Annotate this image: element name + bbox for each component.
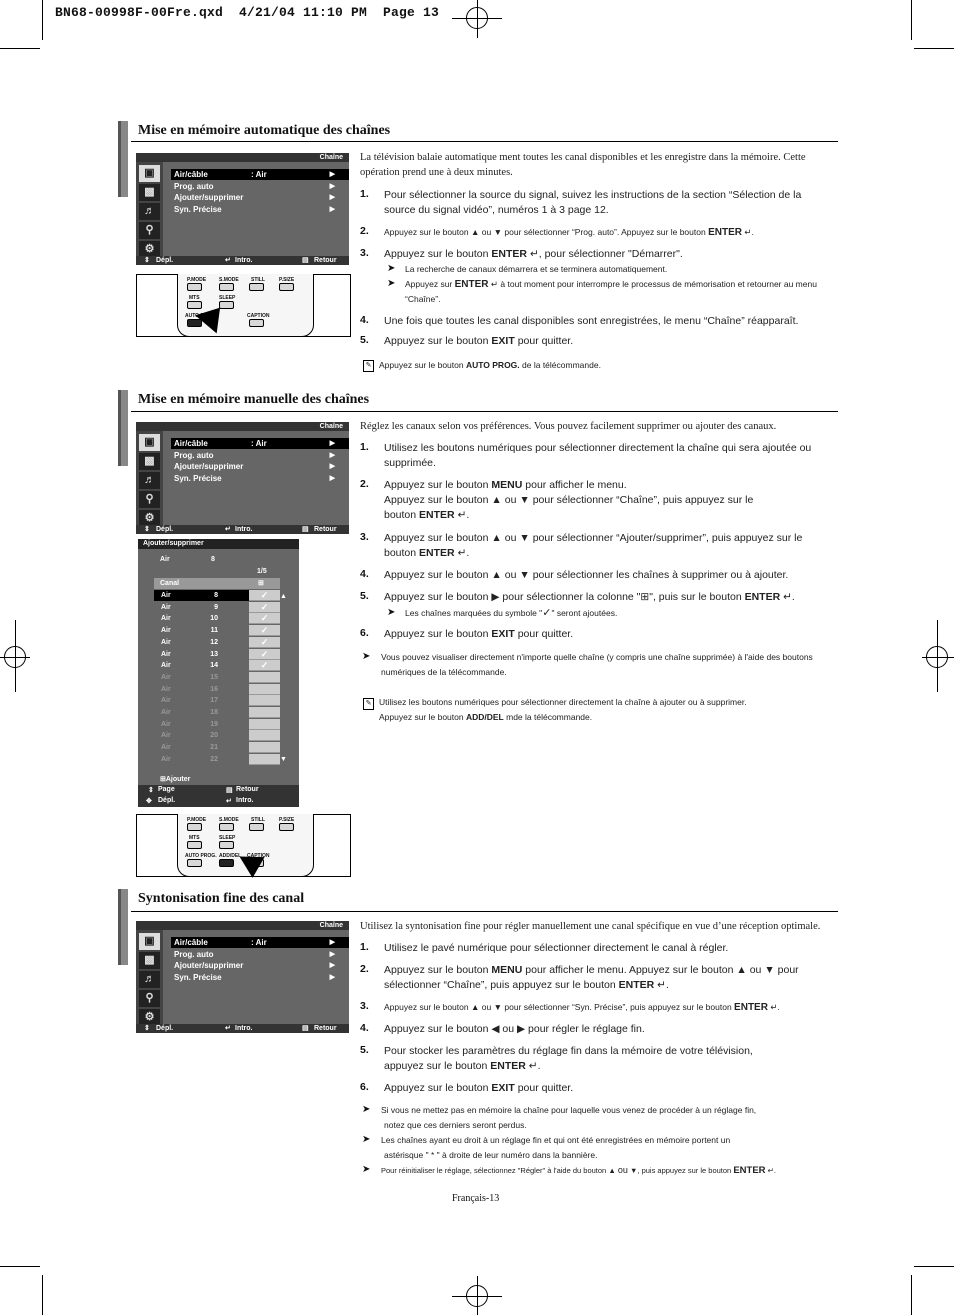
empty-checkbox[interactable] — [249, 707, 280, 718]
empty-checkbox[interactable] — [249, 695, 280, 706]
checkmark-icon[interactable]: ✓ — [249, 649, 280, 660]
chevron-right-icon: ▶ — [329, 452, 335, 459]
menu-item-fine-tune[interactable]: Syn. Précise ▶ — [174, 973, 335, 982]
sound-icon: ♬ — [139, 971, 160, 988]
setup-icon: ⚙ — [139, 510, 160, 527]
enter-icon: ↵ — [457, 509, 467, 521]
down-arrow-icon: ▼ — [519, 494, 530, 506]
step-number: 1. — [360, 941, 369, 953]
step-number: 2. — [360, 225, 369, 237]
channel-list-panel: Ajouter/supprimer Air 8 1/5 Canal ⊞ Air 8 ✓ Air 9 ✓ Air 10 ✓ Air 11 ✓ Air 12 ✓ Air 13 ✓ Air 14 ✓ Air 15 Air 16 Air 17 Air 18 Air 19 Air 20 Air 21 Air 22 ▲ ▼ ⊞Ajouter ⇕ Page ▤ Retour ✥ Dépl. ↵ Intro. — [138, 539, 299, 807]
step-number: 2. — [360, 478, 369, 490]
tip-icon: ✎ — [363, 698, 374, 710]
note-arrow-icon: ➤ — [362, 651, 371, 662]
note-arrow-icon: ➤ — [362, 1164, 371, 1175]
table-row[interactable]: Air 18 — [161, 709, 218, 716]
tip-text: Appuyez sur le bouton AUTO PROG. de la télécommande. — [379, 360, 601, 370]
down-arrow-icon: ▼ — [764, 964, 775, 976]
table-row[interactable]: Air 17 — [161, 697, 218, 705]
empty-checkbox[interactable] — [249, 719, 280, 730]
up-arrow-icon: ▲ — [736, 964, 747, 976]
step-number: 3. — [360, 531, 369, 543]
checkmark-icon: ✓ — [542, 607, 552, 619]
note-text: Vous pouvez visualiser directement n'importe quelle chaîne (y compris une chaîne supprimée) à l'aide des boutons numériques de la télécommande. — [381, 652, 813, 677]
step-text: Appuyez sur le bouton ◀ ou ▶ pour régler le réglage fin. — [384, 1023, 645, 1035]
section-rule — [131, 141, 838, 142]
down-arrow-icon: ▼ — [519, 532, 530, 544]
checkmark-icon[interactable]: ✓ — [249, 637, 280, 648]
up-arrow-icon: ▲ — [608, 1166, 616, 1175]
tv-icon: ▣ — [139, 165, 160, 182]
add-symbol-icon: ⊞ — [258, 580, 264, 587]
updown-icon: ⇕ — [144, 526, 150, 533]
menu-item-air-cable[interactable]: Air/câble : Air ▶ — [171, 169, 349, 180]
menu-icon: ▤ — [226, 787, 233, 794]
step-number: 5. — [360, 590, 369, 602]
tv-icon: ▣ — [139, 933, 160, 950]
empty-checkbox[interactable] — [249, 754, 280, 765]
menu-caption: Chaîne — [136, 422, 349, 431]
panel-footer: ⇕ Page ▤ Retour ✥ Dépl. ↵ Intro. — [138, 785, 299, 807]
checkmark-icon[interactable]: ✓ — [249, 613, 280, 624]
note-text: Pour réinitialiser le réglage, sélectionnez "Régler" à l'aide du bouton ▲ ou ▼, puis appuyez sur le bouton ENTER ↵. — [381, 1165, 776, 1176]
table-row[interactable]: Air 22 — [161, 755, 218, 763]
antenna-icon: ⚲ — [139, 491, 160, 508]
note-text: La recherche de canaux démarrera et se terminera automatiquement. — [405, 264, 668, 274]
checkmark-icon[interactable]: ✓ — [249, 602, 280, 613]
updown-icon: ⇕ — [144, 257, 150, 264]
tv-menu-channel — [136, 921, 349, 1033]
up-arrow-icon: ▲ — [470, 1002, 480, 1012]
step-text: Utilisez le pavé numérique pour sélectionner directement le canal à régler. — [384, 942, 729, 954]
note-text: Si vous ne mettez pas en mémoire la chaîne pour laquelle vous venez de procéder à un réglage fin, notez que ces derniers seront perdus. — [381, 1105, 757, 1130]
crop-mark — [914, 1266, 954, 1267]
section-bar — [118, 390, 128, 466]
right-arrow-icon: ▶ — [517, 1023, 526, 1035]
step-text: Appuyez sur le bouton ENTER ↵, pour sélectionner "Démarrer". — [384, 248, 683, 260]
enter-icon: ↵ — [529, 248, 539, 260]
step-text: Appuyez sur le bouton ▲ ou ▼ pour sélectionner “Syn. Précise”, puis appuyez sur le bouton ENTER ↵. — [384, 1002, 780, 1013]
chevron-right-icon: ▶ — [329, 962, 335, 969]
section-rule — [131, 911, 838, 912]
step-text: Appuyez sur le bouton ▶ pour sélectionner la colonne "⊞", puis sur le bouton ENTER ↵. — [384, 591, 795, 603]
step-text: Appuyez sur le bouton EXIT pour quitter. — [384, 628, 574, 640]
step-text: Pour stocker les paramètres du réglage fin dans la mémoire de votre télévision, appuyez sur le bouton ENTER ↵. — [384, 1045, 753, 1072]
tv-menu-channel — [136, 153, 349, 265]
step-number: 1. — [360, 441, 369, 453]
step-number: 2. — [360, 963, 369, 975]
step-text: Utilisez les boutons numériques pour sélectionner directement la chaîne qui sera ajoutée ou supprimée. — [384, 442, 812, 469]
chevron-right-icon: ▶ — [329, 440, 335, 447]
crop-mark — [0, 48, 40, 49]
left-arrow-icon: ◀ — [491, 1023, 500, 1035]
enter-icon: ↵ — [528, 1060, 538, 1072]
chevron-right-icon: ▶ — [329, 206, 335, 213]
antenna-icon: ⚲ — [139, 222, 160, 239]
enter-icon: ↵ — [225, 257, 231, 264]
table-row[interactable]: Air 20 — [161, 732, 218, 740]
up-arrow-icon: ▲ — [491, 494, 502, 506]
sound-icon: ♬ — [139, 472, 160, 489]
section-title: Syntonisation fine des canal — [138, 891, 305, 906]
updown-icon: ⇕ — [144, 1025, 150, 1032]
table-row[interactable]: Air 16 — [161, 685, 218, 693]
step-number: 1. — [360, 188, 369, 200]
empty-checkbox[interactable] — [249, 730, 280, 741]
chevron-right-icon: ▶ — [329, 475, 335, 482]
menu-footer: ⇕ Dépl. ↵ Intro. ▤ Retour — [136, 1024, 349, 1033]
chevron-right-icon: ▶ — [329, 951, 335, 958]
chevron-right-icon: ▶ — [329, 194, 335, 201]
step-text: Appuyez sur le bouton ▲ ou ▼ pour sélectionner “Prog. auto”. Appuyez sur le bouton ENTER ↵. — [384, 227, 754, 238]
setup-icon: ⚙ — [139, 241, 160, 258]
chevron-right-icon: ▶ — [329, 939, 335, 946]
panel-caption: Ajouter/supprimer — [138, 539, 299, 549]
tv-icon: ▣ — [139, 434, 160, 451]
table-row[interactable]: Air 14 — [161, 662, 218, 670]
enter-icon: ↵ — [225, 1025, 231, 1032]
crop-mark — [911, 1275, 912, 1315]
crop-mark — [0, 1266, 40, 1267]
note-arrow-icon: ➤ — [387, 278, 396, 289]
print-header: BN68-00998F-00Fre.qxd 4/21/04 11:10 PM Page 13 — [55, 5, 440, 20]
note-text: Les chaînes ayant eu droit à un réglage fin et qui ont été enregistrées en mémoire portent un astérisque " * " à droite de leur numéro dans la bannière. — [381, 1135, 731, 1160]
tv-menu-channel — [136, 422, 349, 534]
remote-illustration: P.MODE S.MODE STILL P.SIZE MTS SLEEP AUTO PROG. CAPTION — [136, 274, 351, 337]
checkmark-icon[interactable]: ✓ — [249, 625, 280, 636]
menu-item-air-cable[interactable]: Air/câble : Air ▶ — [171, 438, 349, 449]
note-text: Les chaînes marquées du symbole "✓" seront ajoutées. — [405, 607, 618, 619]
column-header: Canal ⊞ — [154, 578, 280, 589]
enter-icon: ↵ — [767, 1166, 774, 1175]
table-row[interactable]: Air 11 — [161, 627, 218, 635]
menu-caption: Chaîne — [136, 921, 349, 930]
section-intro: La télévision balaie automatique ment toutes les canal disponibles et les enregistre dans la mémoire. Cette opération prend une à deux minutes. — [360, 152, 806, 178]
scroll-up-icon[interactable]: ▲ — [280, 593, 287, 600]
checkmark-icon[interactable]: ✓ — [249, 590, 280, 601]
menu-footer: ⇕ Dépl. ↵ Intro. ▤ Retour — [136, 256, 349, 265]
enter-icon: ↵ — [225, 526, 231, 533]
chevron-right-icon: ▶ — [329, 183, 335, 190]
step-number: 3. — [360, 247, 369, 259]
note-text: Appuyez sur ENTER ↵ à tout moment pour interrompre le processus de mémorisation et retourner au menu “Chaîne”. — [405, 279, 817, 304]
menu-item-fine-tune[interactable]: Syn. Précise ▶ — [174, 205, 335, 214]
down-arrow-icon: ▼ — [493, 1002, 503, 1012]
crop-mark — [42, 1275, 43, 1315]
step-text: Appuyez sur le bouton ▲ ou ▼ pour sélectionner les chaînes à supprimer ou à ajouter. — [384, 569, 789, 581]
up-arrow-icon: ▲ — [470, 227, 480, 237]
table-row[interactable]: Air 8 — [154, 590, 249, 601]
up-arrow-icon: ▲ — [491, 569, 502, 581]
down-arrow-icon: ▼ — [629, 1166, 638, 1175]
menu-icon: ▤ — [302, 526, 309, 533]
note-arrow-icon: ➤ — [387, 607, 396, 618]
step-text: Appuyez sur le bouton EXIT pour quitter. — [384, 335, 574, 347]
tip-text: Utilisez les boutons numériques pour sélectionner directement la chaîne à ajouter ou à supprimer. Appuyez sur le bouton ADD/DEL mde la télécommande. — [379, 697, 747, 722]
section-title: Mise en mémoire manuelle des chaînes — [138, 392, 370, 407]
scroll-down-icon[interactable]: ▼ — [280, 756, 287, 763]
right-arrow-icon: ▶ — [491, 591, 500, 603]
add-symbol-icon: ⊞ — [640, 591, 650, 603]
menu-item-prog-auto[interactable]: Prog. auto ▶ — [174, 182, 335, 191]
menu-item-prog-auto[interactable]: Prog. auto ▶ — [174, 950, 335, 959]
menu-item-air-cable[interactable]: Air/câble : Air ▶ — [171, 937, 349, 948]
empty-checkbox[interactable] — [249, 684, 280, 695]
enter-icon: ↵ — [490, 279, 499, 289]
tip-icon: ✎ — [363, 360, 374, 372]
table-row[interactable]: Air 21 — [161, 744, 218, 752]
down-arrow-icon: ▼ — [493, 227, 503, 237]
antenna-icon: ⚲ — [139, 990, 160, 1007]
step-number: 4. — [360, 568, 369, 580]
picture-icon: ▩ — [139, 952, 160, 969]
chevron-right-icon: ▶ — [329, 463, 335, 470]
enter-icon: ↵ — [657, 979, 666, 991]
section-bar — [118, 889, 128, 965]
section-rule — [131, 411, 838, 412]
page-number: Français-13 — [452, 1193, 500, 1204]
step-text: Appuyez sur le bouton ▲ ou ▼ pour sélectionner “Ajouter/supprimer”, puis appuyez sur le bouton ENTER ↵. — [384, 532, 803, 559]
enter-icon: ↵ — [783, 591, 792, 603]
table-row[interactable]: Air 10 — [161, 615, 218, 623]
section-intro: Utilisez la syntonisation fine pour régler manuellement une canal spécifique en vue d’une réception optimale. — [360, 921, 821, 932]
menu-item-prog-auto[interactable]: Prog. auto ▶ — [174, 451, 335, 460]
empty-checkbox[interactable] — [249, 672, 280, 683]
menu-caption: Chaîne — [136, 153, 349, 162]
table-row[interactable]: Air 9 — [161, 603, 218, 611]
enter-icon: ↵ — [744, 227, 752, 237]
section-intro: Réglez les canaux selon vos préférences. Vous pouvez facilement supprimer ou ajouter des canaux. — [360, 421, 777, 432]
menu-item-add-delete[interactable]: Ajouter/supprimer ▶ — [174, 462, 335, 471]
setup-icon: ⚙ — [139, 1009, 160, 1026]
step-text: Appuyez sur le bouton MENU pour afficher le menu. Appuyez sur le bouton ▲ ou ▼ pour sélectionner “Chaîne”, puis appuyez sur le bouton ENTER ↵. — [384, 964, 799, 991]
step-text: Pour sélectionner la source du signal, suivez les instructions de la section “Sélection de la source du signal vidéo”, numéros 1 à 3 page 12. — [384, 189, 802, 216]
crop-mark — [914, 48, 954, 49]
enter-icon: ↵ — [770, 1002, 778, 1012]
chevron-right-icon: ▶ — [329, 974, 335, 981]
step-text: Une fois que toutes les canal disponibles sont enregistrées, le menu “Chaîne” réapparaît. — [384, 315, 799, 327]
step-text: Appuyez sur le bouton MENU pour afficher le menu. Appuyez sur le bouton ▲ ou ▼ pour sélectionner “Chaîne”, puis appuyez sur le bouton ENTER ↵. — [384, 479, 754, 521]
down-arrow-icon: ▼ — [519, 569, 530, 581]
table-row[interactable]: Air 19 — [161, 720, 218, 728]
page-icon: ⇕ — [148, 787, 154, 794]
menu-item-add-delete[interactable]: Ajouter/supprimer ▶ — [174, 193, 335, 202]
step-number: 5. — [360, 1044, 369, 1056]
enter-icon: ↵ — [226, 798, 232, 805]
move-icon: ✥ — [146, 798, 152, 805]
picture-icon: ▩ — [139, 453, 160, 470]
note-arrow-icon: ➤ — [362, 1104, 371, 1115]
add-symbol-icon: ⊞ — [160, 776, 166, 783]
note-arrow-icon: ➤ — [362, 1134, 371, 1145]
table-row[interactable]: Air 12 — [161, 638, 218, 646]
sound-icon: ♬ — [139, 203, 160, 220]
step-number: 4. — [360, 1022, 369, 1034]
checkmark-icon[interactable]: ✓ — [249, 660, 280, 671]
chevron-right-icon: ▶ — [329, 171, 335, 178]
picture-icon: ▩ — [139, 184, 160, 201]
crop-mark — [42, 0, 43, 40]
menu-footer: ⇕ Dépl. ↵ Intro. ▤ Retour — [136, 525, 349, 534]
step-number: 6. — [360, 627, 369, 639]
step-number: 4. — [360, 314, 369, 326]
section-bar — [118, 121, 128, 197]
up-arrow-icon: ▲ — [491, 532, 502, 544]
step-number: 3. — [360, 1000, 369, 1012]
menu-item-add-delete[interactable]: Ajouter/supprimer ▶ — [174, 961, 335, 970]
table-row[interactable]: Air 13 — [161, 650, 218, 658]
menu-icon: ▤ — [302, 1025, 309, 1032]
remote-illustration: P.MODE S.MODE STILL P.SIZE MTS SLEEP AUTO PROG. ADD/DEL CAPTION — [136, 814, 351, 877]
note-arrow-icon: ➤ — [387, 263, 396, 274]
menu-item-fine-tune[interactable]: Syn. Précise ▶ — [174, 474, 335, 483]
empty-checkbox[interactable] — [249, 742, 280, 753]
section-title: Mise en mémoire automatique des chaînes — [138, 123, 391, 138]
crop-mark — [911, 0, 912, 40]
menu-icon: ▤ — [302, 257, 309, 264]
step-number: 5. — [360, 334, 369, 346]
enter-icon: ↵ — [457, 547, 467, 559]
step-text: Appuyez sur le bouton EXIT pour quitter. — [384, 1082, 574, 1094]
table-row[interactable]: Air 15 — [161, 673, 218, 681]
step-number: 6. — [360, 1081, 369, 1093]
